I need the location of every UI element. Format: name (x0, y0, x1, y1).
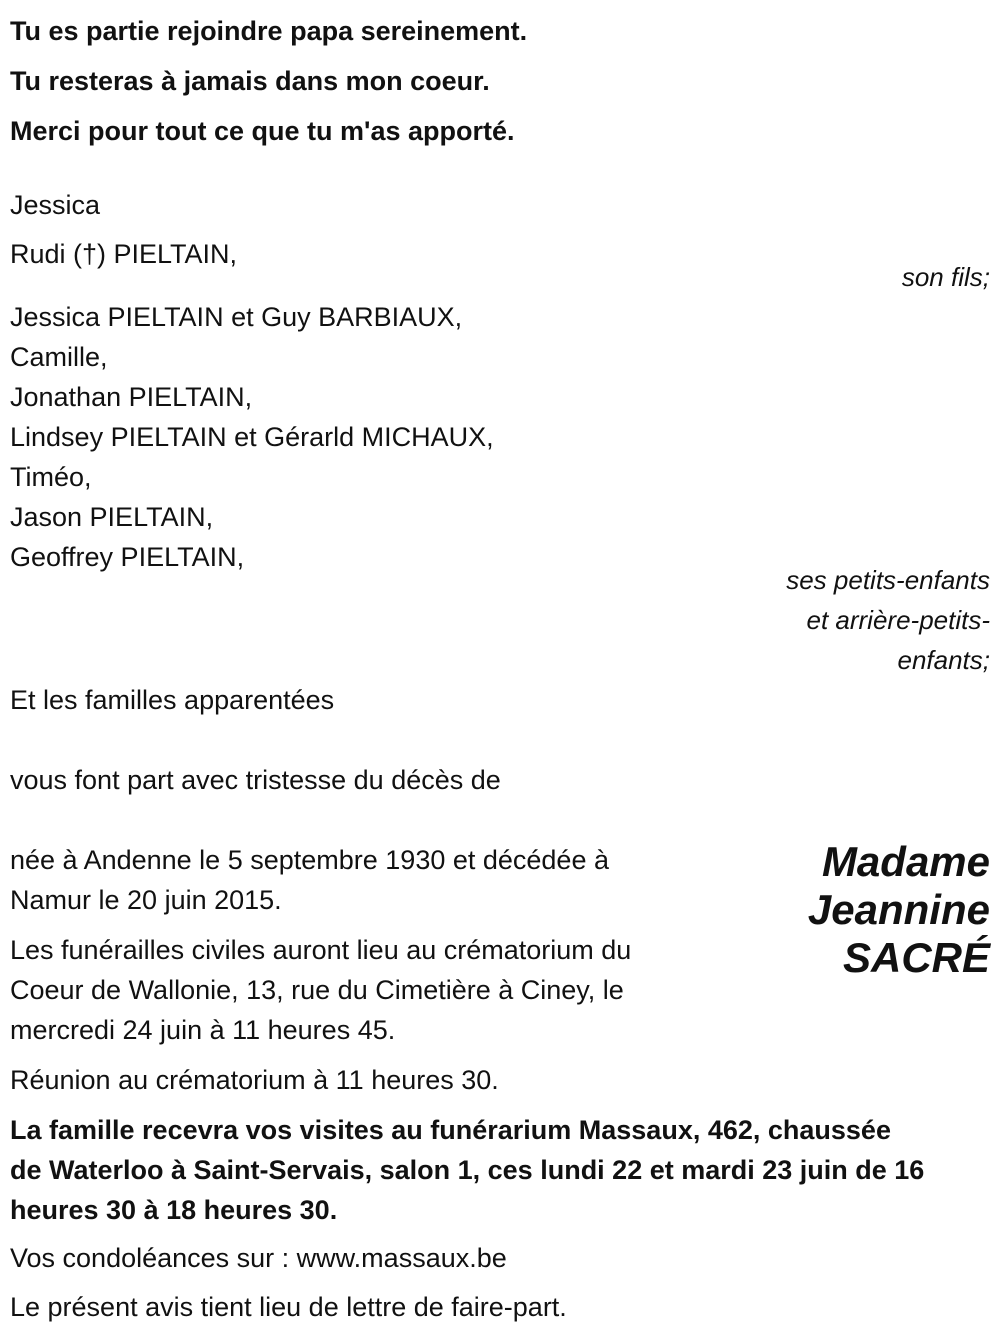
deceased-first-name: Jeannine (807, 886, 990, 933)
visits-line: La famille recevra vos visites au funérarium Massaux, 462, chaussée (10, 1115, 891, 1145)
list-item: Camille, (10, 342, 108, 372)
epigraph-signature (10, 185, 100, 225)
visits-info (10, 1110, 924, 1230)
list-item: Geoffrey PIELTAIN, (10, 542, 245, 572)
related-families (10, 680, 334, 720)
reunion-info (10, 1060, 499, 1100)
funeral-line: Coeur de Wallonie, 13, rue du Cimetière à Ciney, le (10, 975, 624, 1005)
list-item: Jessica PIELTAIN et Guy BARBIAUX, (10, 302, 463, 332)
epigraph-line: Tu resteras à jamais dans mon coeur. (10, 66, 490, 96)
notice-text: Le présent avis tient lieu de lettre de faire-part. (10, 1292, 567, 1322)
birth-death-info (10, 840, 609, 920)
reunion-text: Réunion au crématorium à 11 heures 30. (10, 1065, 499, 1095)
list-item: Jonathan PIELTAIN, (10, 382, 253, 412)
list-item: Jason PIELTAIN, (10, 502, 214, 532)
grandchildren-list (10, 297, 494, 577)
deceased-name (808, 838, 990, 982)
son-relation-label: son fils; (901, 262, 990, 292)
birth-death-line: née à Andenne le 5 septembre 1930 et décédée à (10, 845, 609, 875)
grandchildren-relation-line: et arrière-petits- (806, 605, 990, 635)
announcement (10, 760, 501, 800)
condolences-info (10, 1238, 507, 1278)
list-item: Lindsey PIELTAIN et Gérarld MICHAUX, (10, 422, 494, 452)
funeral-info (10, 930, 631, 1050)
deceased-last-name: SACRÉ (842, 934, 990, 981)
birth-death-line: Namur le 20 juin 2015. (10, 885, 282, 915)
list-item: Timéo, (10, 462, 92, 492)
funeral-line: mercredi 24 juin à 11 heures 45. (10, 1015, 396, 1045)
son-relation (902, 257, 990, 297)
deceased-title: Madame (821, 838, 990, 885)
funeral-line: Les funérailles civiles auront lieu au crématorium du (10, 935, 632, 965)
son-name: Rudi (†) PIELTAIN, (10, 239, 238, 269)
condolences-text: Vos condoléances sur : www.massaux.be (10, 1243, 507, 1273)
grandchildren-relation-line: ses petits-enfants (786, 565, 990, 595)
grandchildren-relation-line: enfants; (897, 645, 990, 675)
visits-line: de Waterloo à Saint-Servais, salon 1, ces lundi 22 et mardi 23 juin de 16 (10, 1155, 925, 1185)
epigraph-line: Merci pour tout ce que tu m'as apporté. (10, 116, 515, 146)
son-entry (10, 234, 237, 274)
announcement-text: vous font part avec tristesse du décès de (10, 765, 501, 795)
notice-footer (10, 1287, 567, 1327)
related-families-text: Et les familles apparentées (10, 685, 335, 715)
signature-name: Jessica (10, 190, 101, 220)
epigraph (10, 6, 527, 156)
visits-line: heures 30 à 18 heures 30. (10, 1195, 338, 1225)
epigraph-line: Tu es partie rejoindre papa sereinement. (10, 16, 528, 46)
grandchildren-relation (786, 560, 990, 680)
